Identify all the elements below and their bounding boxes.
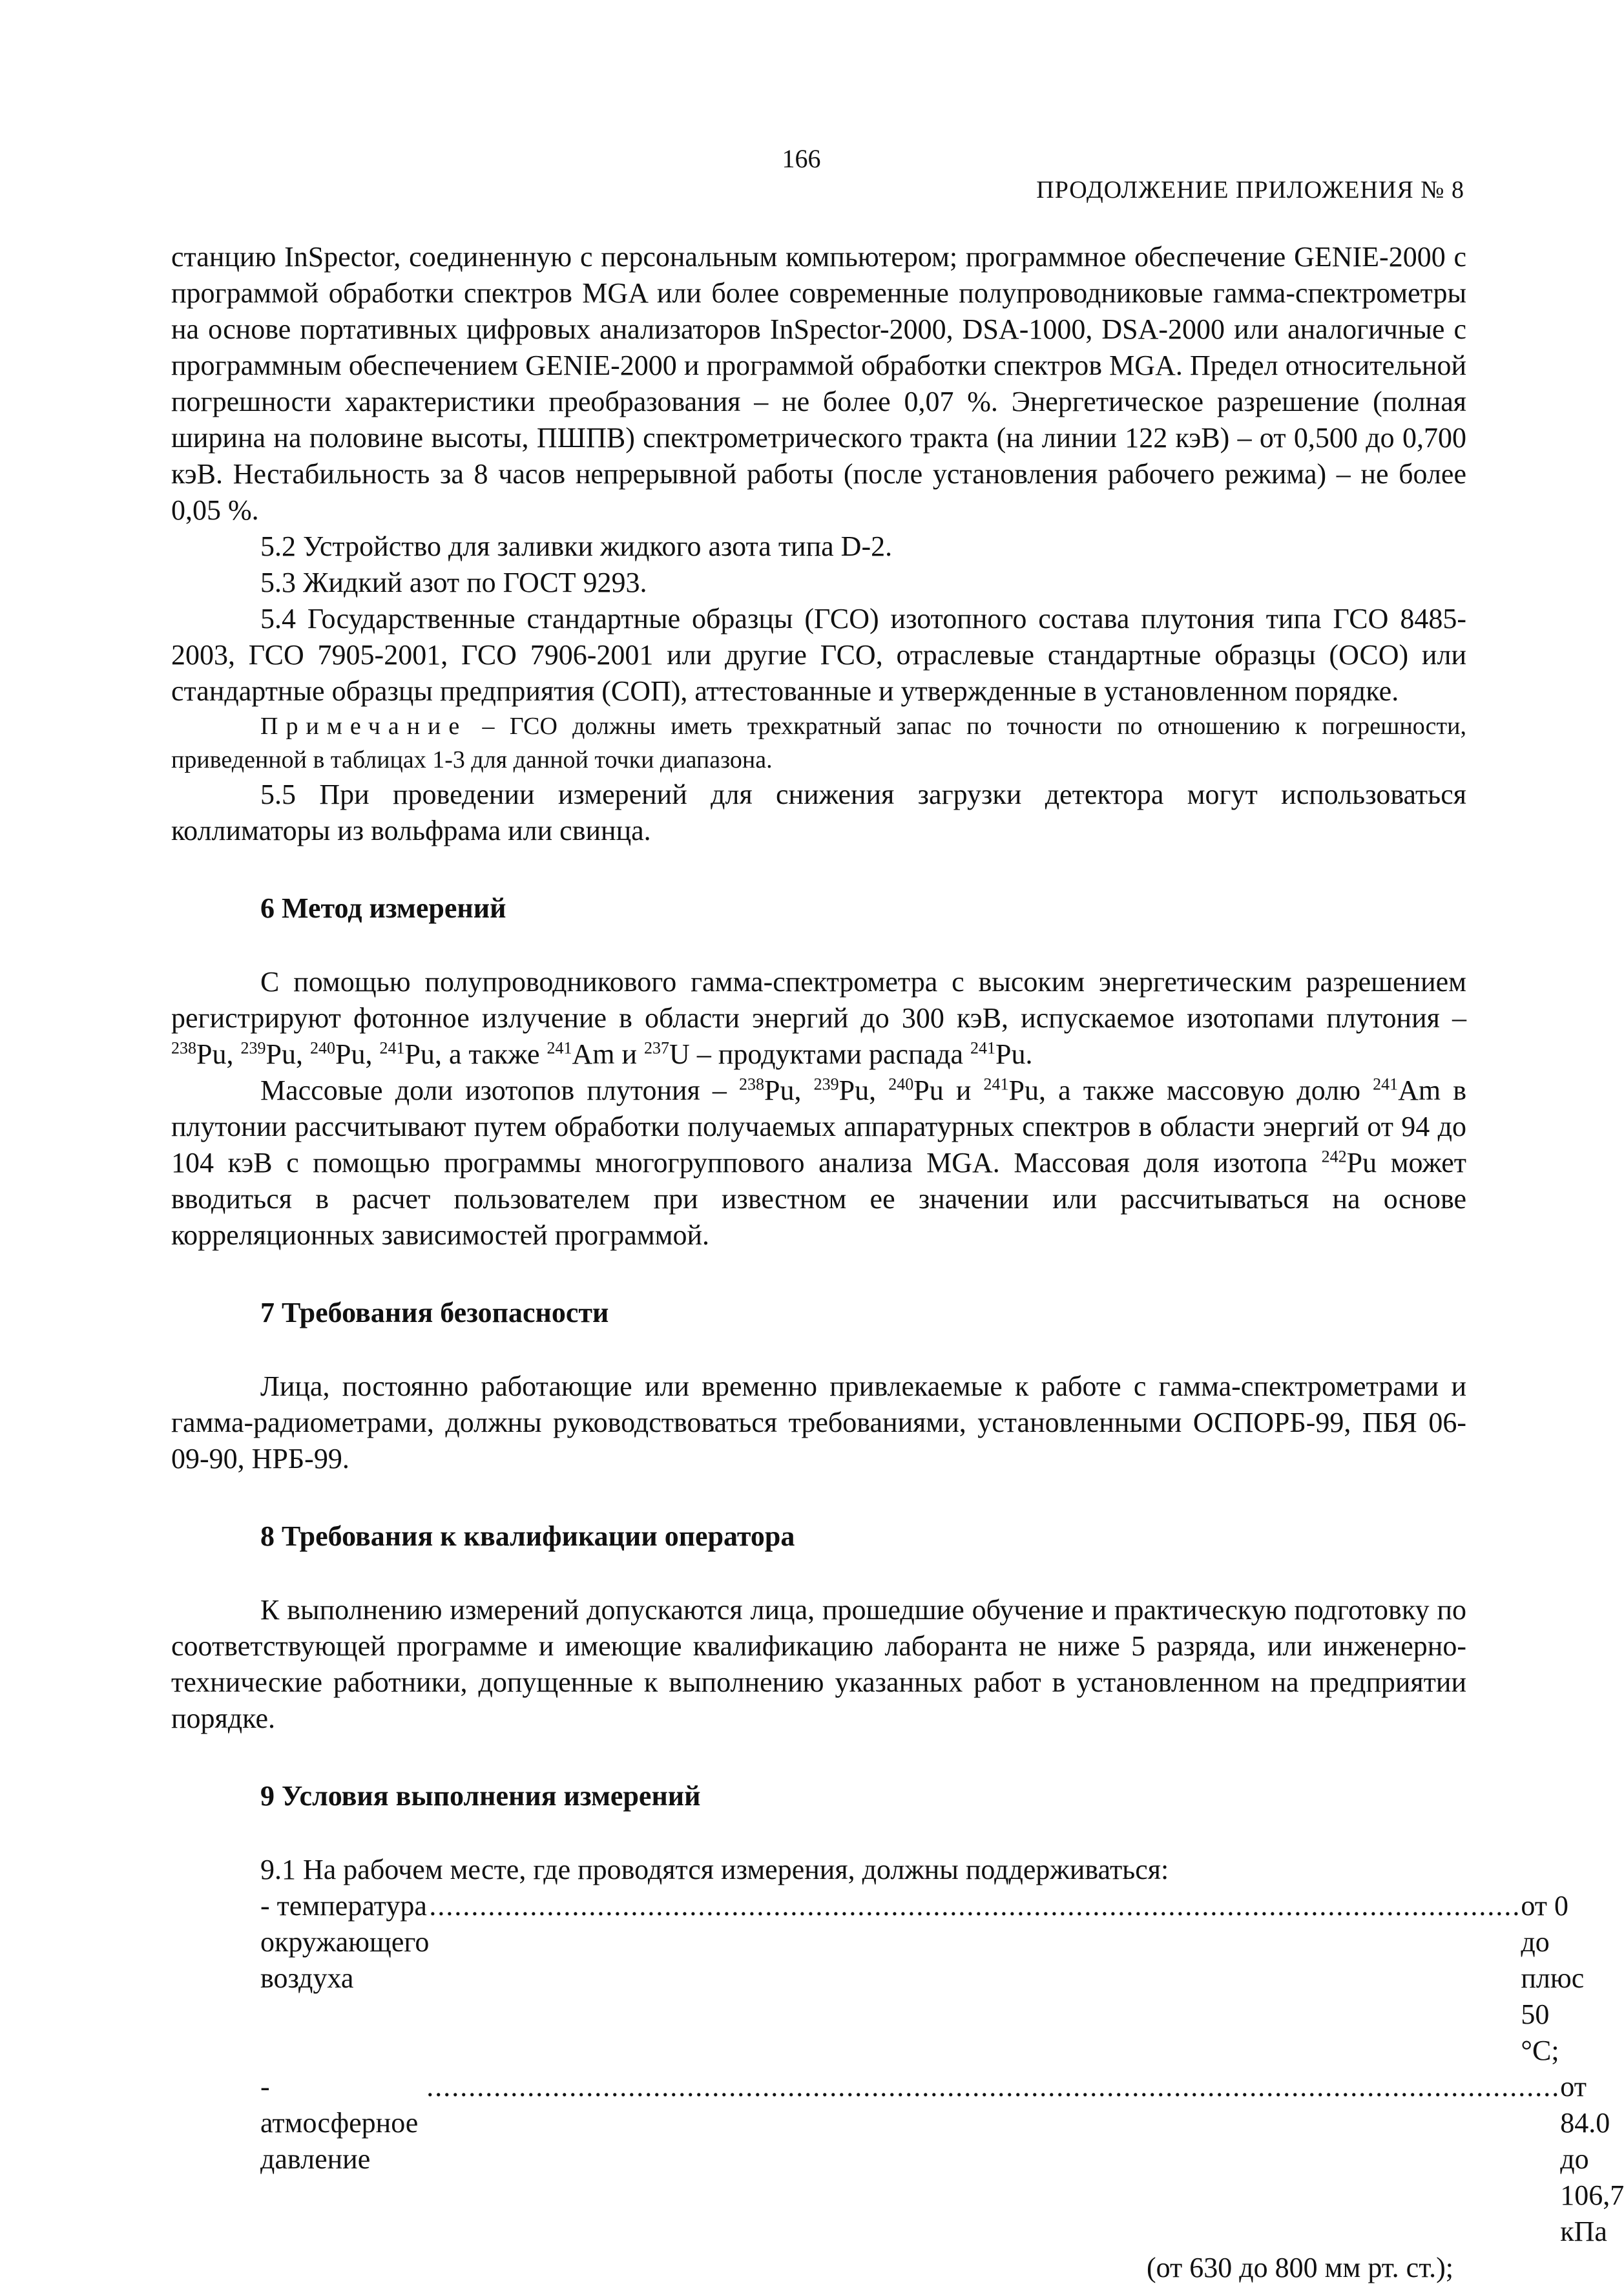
mass-number: 239: [240, 1038, 266, 1058]
mass-number: 240: [309, 1038, 335, 1058]
method-text-a: Массовые доли изотопов плутония –: [260, 1075, 727, 1106]
paragraph-5-3: 5.3 Жидкий азот по ГОСТ 9293.: [260, 567, 647, 598]
method-text-end: продуктами распада: [718, 1038, 964, 1070]
mass-number: 239: [813, 1075, 839, 1094]
section-7-heading: 7 Требования безопасности: [260, 1297, 609, 1328]
method-text-a: С помощью полупроводникового гамма-спектрометра с высоким энергетическим разрешением регистрируют фотонное излучение в области энергий до 300 кэВ, испускаемое изотопами плутония –: [171, 966, 1466, 1034]
mass-number: 241: [547, 1038, 572, 1058]
mass-number: 237: [644, 1038, 670, 1058]
conjunction: и: [955, 1075, 972, 1106]
method-paragraph-2: Массовые доли изотопов плутония – $^{238}$Pu, $^{239}$Pu, $^{240}$Pu и $^{241}$Pu, а также массовую долю $^{241}$Am в плутонии рассчитывают путем обработки получаемых аппаратурных спектров в области энергий от 94 до 104 кэВ с помощью программы многогруппового анализа MGA. Массовая доля изотопа $^{242}$Pu может вводиться в расчет пользователем при известном ее значении или рассчитываться на основе корреляционных зависимостей программой.: [171, 1075, 1467, 1251]
note-label: Примечание: [260, 713, 468, 740]
leader-dots: ..................................................................................................................................: [429, 1890, 1521, 1922]
method-text-tail: , а также: [434, 1038, 540, 1070]
method-text-d: в плутонии рассчитывают путем обработки получаемых аппаратурных спектров в области энергий от 94 до 104 кэВ с помощью программы многогруппового анализа MGA. Массовая доля изотопа: [171, 1075, 1467, 1179]
element-symbol: U: [669, 1038, 690, 1070]
element-symbol: Am: [572, 1038, 615, 1070]
condition-pressure-alt: (от 630 до 800 мм рт. ст.);: [1146, 2252, 1453, 2283]
paragraph-5-2: 5.2 Устройство для заливки жидкого азота типа D-2.: [260, 530, 893, 562]
condition-temperature: [171, 1888, 1585, 2069]
element-symbol: Pu: [265, 1038, 296, 1070]
mass-number: 240: [888, 1075, 914, 1094]
paragraph-5-5: 5.5 При проведении измерений для снижения загрузки детектора могут использоваться коллиматоры из вольфрама или свинца.: [171, 779, 1466, 846]
condition-value: от 0 до плюс 50 °С;: [1521, 1890, 1585, 2066]
note: [171, 709, 1466, 777]
element-symbol: Am: [1398, 1075, 1441, 1106]
continuation-header: ПРОДОЛЖЕНИЕ ПРИЛОЖЕНИЯ № 8: [1036, 176, 1464, 204]
element-symbol: Pu: [995, 1038, 1026, 1070]
condition-label: - температура окружающего воздуха: [260, 1890, 430, 1994]
mass-number: 241: [1373, 1075, 1399, 1094]
condition-value: от 84.0 до 106,7 кПа: [1560, 2071, 1624, 2247]
paragraph-5-4: 5.4 Государственные стандартные образцы (ГСО) изотопного состава плутония типа ГСО 8485-2003, ГСО 7905-2001, ГСО 7906-2001 или другие ГСО, отраслевые стандартные образцы (ОСО) или стандартные образцы предприятия (СОП), аттестованные и утвержденные в установленном порядке.: [171, 603, 1466, 707]
mass-number: 241: [983, 1075, 1009, 1094]
condition-label: - атмосферное давление: [260, 2071, 419, 2175]
note-text: – ГСО должны иметь трехкратный запас по точности по отношению к погрешности, приведенной в таблицах 1-3 для данной точки диапазона.: [171, 713, 1466, 773]
method-paragraph-1: С помощью полупроводникового гамма-спектрометра с высоким энергетическим разрешением регистрируют фотонное излучение в области энергий до 300 кэВ, испускаемое изотопами плутония – $^{238}$Pu, $^{239}$Pu, $^{240}$Pu, $^{241}$Pu, а также $^{241}$Am и $^{237}$U – продуктами распада $^{241}$Pu.: [171, 966, 1466, 1070]
paragraph-intro: станцию InSpector, соединенную с персональным компьютером; программное обеспечение GENIE-2000 с программой обработки спектров MGA или более современные полупроводниковые гамма-спектрометры на основе портативных цифровых анализаторов InSpector-2000, DSA-1000, DSA-2000 или аналогичные с программным обеспечением GENIE-2000 и программой обработки спектров MGA. Предел относительной погрешности характеристики преобразования – не более 0,07 %. Энергетическое разрешение (полная ширина на половине высоты, ПШПВ) спектрометрического тракта (на линии 122 кэВ) – от 0,500 до 0,700 кэВ. Нестабильность за 8 часов непрерывной работы (после установления рабочего режима) – не более 0,05 %.: [171, 241, 1466, 526]
element-symbol: Pu: [1346, 1147, 1377, 1179]
mass-number: 241: [379, 1038, 405, 1058]
element-symbol: Pu: [1008, 1075, 1039, 1106]
document-body: [171, 239, 1624, 2286]
mass-number: 238: [171, 1038, 196, 1058]
element-symbol: Pu: [913, 1075, 944, 1106]
paragraph-9-1: 9.1 На рабочем месте, где проводятся измерения, должны поддерживаться:: [260, 1854, 1169, 1885]
element-symbol: Pu: [404, 1038, 435, 1070]
section-9-heading: 9 Условия выполнения измерений: [260, 1780, 701, 1812]
mass-number: 238: [739, 1075, 765, 1094]
qualification-paragraph: К выполнению измерений допускаются лица, прошедшие обучение и практическую подготовку по соответствующей программе и имеющие квалификацию лаборанта не ниже 5 разряда, или инженерно-технические работники, допущенные к выполнению указанных работ в установленном на предприятии порядке.: [171, 1594, 1466, 1734]
safety-paragraph: Лица, постоянно работающие или временно привлекаемые к работе с гамма-спектрометрами и гамма-радиометрами, должны руководствоваться требованиями, установленными ОСПОРБ-99, ПБЯ 06-09-90, НРБ-99.: [171, 1370, 1466, 1474]
page-number: 166: [782, 144, 821, 173]
method-text-e: может вводиться в расчет пользователем при известном ее значении или рассчитываться на основе корреляционных зависимостей программой.: [171, 1147, 1467, 1251]
condition-pressure: [171, 2069, 1624, 2250]
mass-number: 241: [970, 1038, 996, 1058]
mass-number: 242: [1321, 1147, 1347, 1166]
method-text-c: , а также массовую долю: [1039, 1075, 1360, 1106]
section-6-heading: 6 Метод измерений: [260, 892, 506, 924]
element-symbol: Pu: [764, 1075, 795, 1106]
section-8-heading: 8 Требования к квалификации оператора: [260, 1520, 795, 1552]
element-symbol: Pu: [335, 1038, 366, 1070]
element-symbol: Pu: [838, 1075, 869, 1106]
conjunction: и: [621, 1038, 638, 1070]
element-symbol: Pu: [196, 1038, 227, 1070]
leader-dots: .......................................................................................................................................: [418, 2071, 1561, 2102]
